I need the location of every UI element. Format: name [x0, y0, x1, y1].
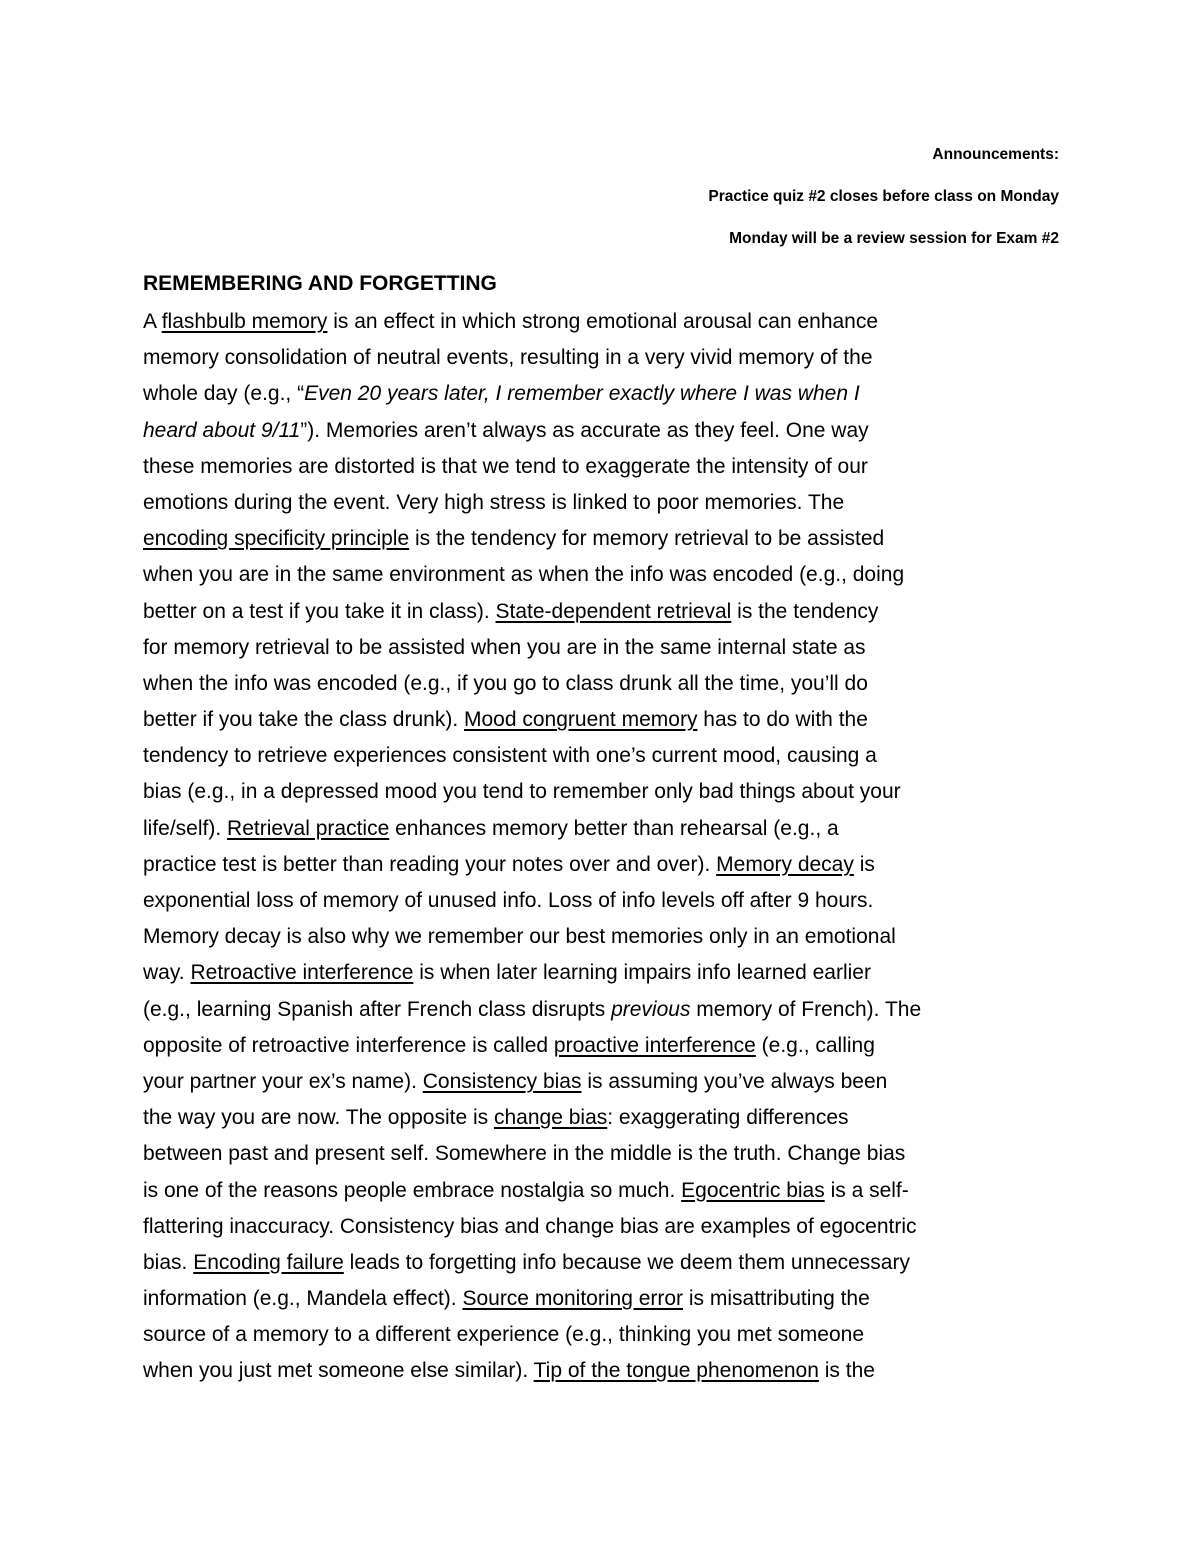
paragraph-line: [143, 340, 1073, 376]
paragraph-line: [143, 666, 1073, 702]
key-term: encoding specificity principle: [143, 527, 410, 551]
paragraph-line: [143, 557, 1073, 593]
italic-text: Even 20 years later, I remember exactly where I was when I: [304, 382, 860, 406]
body-text-span: better on a test if you take it in class).: [143, 599, 496, 623]
body-text-span: bias (e.g., in a depressed mood you tend to remember only bad things about your: [143, 780, 901, 804]
key-term: Memory decay: [716, 852, 854, 876]
paragraph-line: [143, 847, 1073, 883]
body-text-span: leads to forgetting info because we deem them unnecessary: [343, 1250, 910, 1274]
paragraph-line: [143, 630, 1073, 666]
key-term: Encoding failure: [193, 1250, 344, 1274]
body-text-span: is the tendency for memory retrieval to be assisted: [409, 527, 885, 551]
body-text-span: is misattributing the: [683, 1287, 870, 1311]
body-text-span: life/self).: [143, 816, 228, 840]
paragraph-line: [143, 811, 1073, 847]
key-term: Tip of the tongue phenomenon: [533, 1359, 819, 1383]
key-term: Mood congruent memory: [464, 708, 698, 732]
body-text-span: whole day (e.g., “: [143, 382, 305, 406]
key-term: State-dependent retrieval: [495, 599, 732, 623]
body-text-span: your partner your ex’s name).: [143, 1069, 423, 1093]
paragraph-line: [143, 1281, 1073, 1317]
body-text-span: when the info was encoded (e.g., if you go to class drunk all the time, you’ll do: [143, 671, 868, 695]
key-term: Source monitoring error: [462, 1287, 684, 1311]
body-text-span: information (e.g., Mandela effect).: [143, 1287, 463, 1311]
paragraph-line: [143, 1064, 1073, 1100]
body-text-span: is one of the reasons people embrace nostalgia so much.: [143, 1178, 682, 1202]
paragraph-line: [143, 1136, 1073, 1172]
body-text-span: memory consolidation of neutral events, resulting in a very vivid memory of the: [143, 346, 873, 370]
paragraph-line: [143, 702, 1073, 738]
body-text-span: is when later learning impairs info learned earlier: [413, 961, 871, 985]
body-text-span: ”). Memories aren’t always as accurate as they feel. One way: [300, 418, 869, 442]
body-text-span: : exaggerating differences: [607, 1106, 849, 1130]
body-text-span: A: [143, 310, 162, 333]
paragraph-line: [143, 919, 1073, 955]
key-term: flashbulb memory: [161, 310, 328, 333]
paragraph-line: [143, 376, 1073, 412]
section-heading: REMEMBERING AND FORGETTING: [143, 272, 497, 295]
body-text-span: these memories are distorted is that we tend to exaggerate the intensity of our: [143, 454, 868, 478]
paragraph-line: [143, 304, 1073, 340]
announcement-item: Monday will be a review session for Exam #2: [729, 230, 1059, 247]
key-term: Egocentric bias: [681, 1178, 825, 1202]
body-text-span: is: [853, 852, 875, 876]
body-text-span: tendency to retrieve experiences consistent with one’s current mood, causing a: [143, 744, 877, 768]
body-text-span: is the: [818, 1359, 875, 1383]
paragraph-line: [143, 992, 1073, 1028]
body-paragraph: [143, 304, 1073, 1390]
body-text-span: is the tendency: [731, 599, 879, 623]
body-text-span: between past and present self. Somewhere in the middle is the truth. Change bias: [143, 1142, 906, 1166]
paragraph-line: [143, 955, 1073, 991]
body-text-span: memory of French). The: [690, 997, 922, 1021]
body-text-span: better if you take the class drunk).: [143, 708, 464, 732]
body-text-span: when you are in the same environment as when the info was encoded (e.g., doing: [143, 563, 905, 587]
paragraph-line: [143, 1173, 1073, 1209]
body-text-span: emotions during the event. Very high stress is linked to poor memories. The: [143, 490, 845, 514]
body-text-span: way.: [143, 961, 191, 985]
paragraph-line: [143, 521, 1073, 557]
paragraph-line: [143, 1100, 1073, 1136]
body-text-span: is an effect in which strong emotional arousal can enhance: [327, 310, 879, 333]
key-term: change bias: [494, 1106, 608, 1130]
key-term: Retrieval practice: [227, 816, 390, 840]
body-text-span: Memory decay is also why we remember our best memories only in an emotional: [143, 925, 896, 949]
paragraph-line: [143, 1209, 1073, 1245]
body-text-span: enhances memory better than rehearsal (e.g., a: [389, 816, 839, 840]
paragraph-line: [143, 449, 1073, 485]
body-text-span: opposite of retroactive interference is called: [143, 1033, 554, 1057]
body-text-span: bias.: [143, 1250, 194, 1274]
body-text-span: source of a memory to a different experience (e.g., thinking you met someone: [143, 1323, 864, 1347]
paragraph-line: [143, 1028, 1073, 1064]
body-text-span: the way you are now. The opposite is: [143, 1106, 494, 1130]
body-text-span: (e.g., calling: [755, 1033, 875, 1057]
body-text-span: flattering inaccuracy. Consistency bias and change bias are examples of egocentric: [143, 1214, 917, 1238]
paragraph-line: [143, 1353, 1073, 1389]
announcements-title: Announcements:: [932, 146, 1059, 163]
key-term: Retroactive interference: [190, 961, 414, 985]
announcement-item: Practice quiz #2 closes before class on Monday: [708, 188, 1059, 205]
body-text-span: practice test is better than reading your notes over and over).: [143, 852, 717, 876]
paragraph-line: [143, 738, 1073, 774]
italic-text: previous: [611, 997, 691, 1021]
body-text-span: is a self-: [824, 1178, 909, 1202]
paragraph-line: [143, 485, 1073, 521]
announcements-block: [708, 140, 1059, 266]
key-term: proactive interference: [553, 1033, 756, 1057]
body-text-span: when you just met someone else similar).: [143, 1359, 534, 1383]
paragraph-line: [143, 774, 1073, 810]
body-text-span: for memory retrieval to be assisted when you are in the same internal state as: [143, 635, 866, 659]
paragraph-line: [143, 1317, 1073, 1353]
paragraph-line: [143, 413, 1073, 449]
body-text-span: has to do with the: [697, 708, 868, 732]
paragraph-line: [143, 594, 1073, 630]
key-term: Consistency bias: [422, 1069, 582, 1093]
paragraph-line: [143, 883, 1073, 919]
body-text-span: exponential loss of memory of unused info. Loss of info levels off after 9 hours.: [143, 889, 874, 912]
italic-text: heard about 9/11: [143, 418, 301, 442]
body-text-span: is assuming you’ve always been: [581, 1069, 888, 1093]
paragraph-line: [143, 1245, 1073, 1281]
body-text-span: (e.g., learning Spanish after French class disrupts: [143, 997, 612, 1021]
